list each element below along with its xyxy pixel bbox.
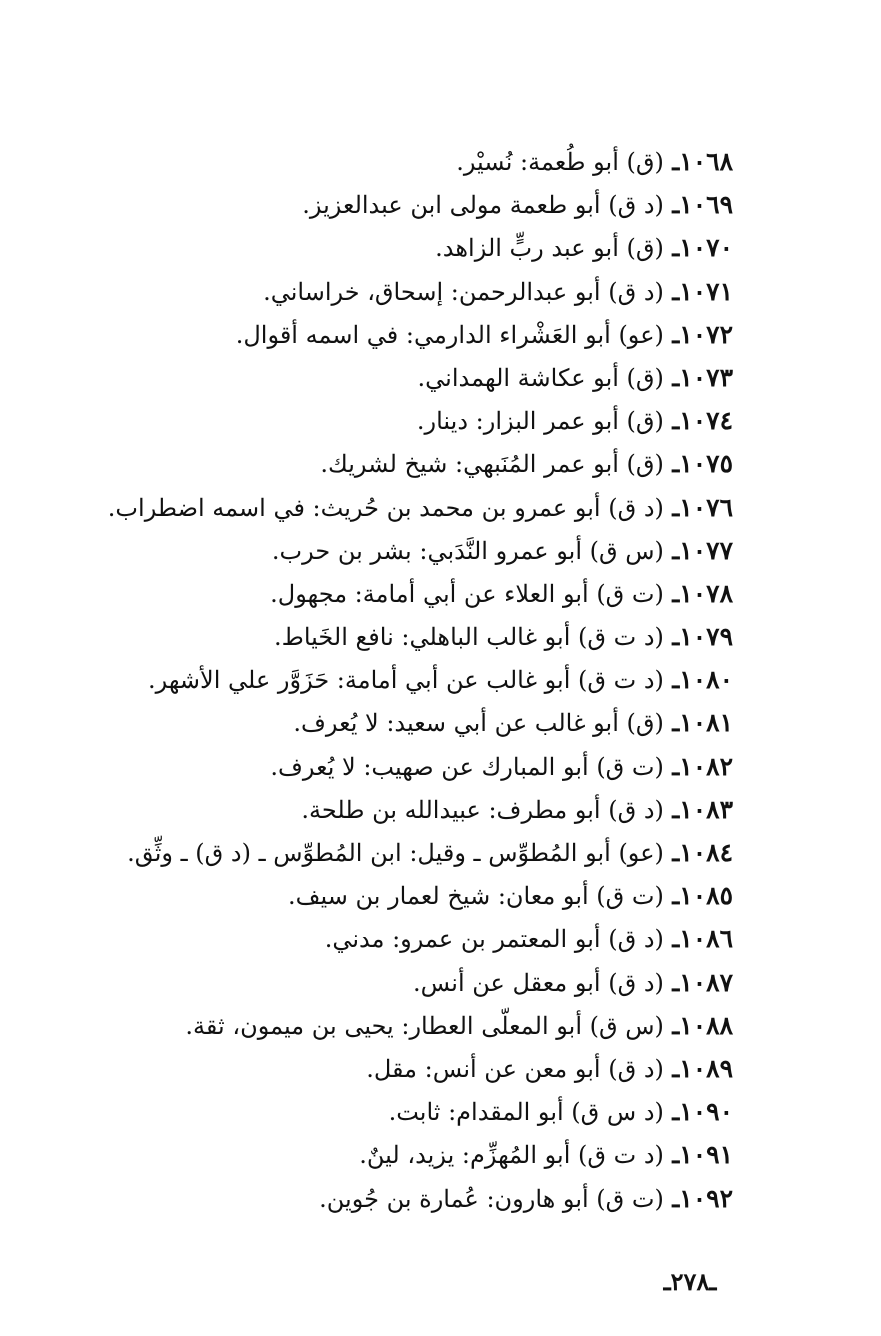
entry-number: ١٠٨٥	[679, 881, 733, 911]
page-number: ـ٢٧٨ـ	[663, 1267, 717, 1296]
entry-dash: ـ	[663, 967, 680, 997]
entry-number: ١٠٨٨	[679, 1010, 733, 1040]
entry-dash: ـ	[663, 794, 680, 824]
entry-dash: ـ	[663, 190, 680, 220]
entry-number: ١٠٦٩	[679, 190, 733, 220]
entry-text: (د ق) أبو طعمة مولى ابن عبدالعزيز.	[302, 191, 664, 220]
entry-number: ١٠٦٨	[679, 147, 733, 176]
entry-text: (د ق) أبو معقل عن أنس.	[413, 968, 664, 997]
entry-number: ١٠٩٢	[679, 1183, 733, 1213]
entry-dash: ـ	[663, 622, 680, 652]
entry-row	[33, 788, 733, 831]
entry-row	[33, 313, 733, 356]
entry-dash: ـ	[663, 881, 680, 911]
entry-text: (س ق) أبو عمرو النَّدَبي: بشر بن حرب.	[271, 536, 664, 565]
entry-text: (ق) أبو غالب عن أبي سعيد: لا يُعرف.	[293, 709, 664, 738]
entry-row	[33, 1004, 733, 1047]
entry-text: (ق) أبو عمر البزار: دينار.	[416, 407, 664, 436]
entry-number: ١٠٧٢	[679, 319, 733, 349]
entry-dash: ـ	[663, 578, 680, 608]
entry-number: ١٠٧٩	[679, 622, 733, 652]
entry-row	[33, 1177, 733, 1220]
entry-row	[33, 1133, 733, 1176]
entries-list	[33, 140, 733, 1220]
entry-number: ١٠٨٦	[679, 924, 733, 954]
entry-row	[33, 701, 733, 744]
entry-text: (ت ق) أبو المبارك عن صهيب: لا يُعرف.	[270, 752, 664, 781]
entry-number: ١٠٨٣	[679, 794, 733, 824]
entry-dash: ـ	[663, 233, 680, 263]
entry-text: (د ق) أبو عبدالرحمن: إسحاق، خراساني.	[263, 277, 664, 306]
entry-text: (د ق) أبو معن عن أنس: مقل.	[366, 1054, 664, 1083]
entry-dash: ـ	[663, 492, 680, 522]
entry-row	[33, 183, 733, 226]
entry-text: (ق) أبو طُعمة: نُسيْر.	[456, 148, 664, 176]
entry-text: (د ق) أبو عمرو بن محمد بن حُريث: في اسمه اضطراب.	[107, 493, 664, 522]
entry-number: ١٠٨٢	[679, 751, 733, 781]
entry-number: ١٠٨٧	[679, 967, 733, 997]
entry-number: ١٠٧٤	[679, 406, 733, 436]
entry-number: ١٠٧٠	[679, 233, 733, 263]
entry-dash: ـ	[663, 1183, 680, 1213]
entry-dash: ـ	[663, 147, 680, 176]
entry-dash: ـ	[663, 1053, 680, 1083]
entry-text: (ت ق) أبو هارون: عُمارة بن جُوين.	[319, 1184, 664, 1213]
entry-row	[33, 270, 733, 313]
entry-dash: ـ	[663, 406, 680, 436]
entry-dash: ـ	[663, 924, 680, 954]
entry-row	[33, 442, 733, 485]
entry-text: (د ت ق) أبو غالب الباهلي: نافع الخَياط.	[274, 623, 664, 652]
entry-row	[33, 1047, 733, 1090]
entry-dash: ـ	[663, 838, 680, 867]
entry-text: (د س ق) أبو المقدام: ثابت.	[388, 1098, 664, 1127]
entry-number: ١٠٧٣	[679, 362, 733, 392]
entry-number: ١٠٨٤	[679, 838, 733, 867]
entry-number: ١٠٩١	[679, 1140, 733, 1170]
entry-row	[33, 486, 733, 529]
entry-number: ١٠٧٦	[679, 492, 733, 522]
entry-dash: ـ	[663, 1097, 680, 1127]
entry-text: (عو) أبو المُطوِّس ـ وقيل: ابن المُطوِّس ـ (د ق) ـ وثِّق.	[127, 839, 664, 867]
entry-number: ١٠٧١	[679, 276, 733, 306]
entry-row	[33, 745, 733, 788]
entry-row	[33, 874, 733, 917]
entry-dash: ـ	[663, 751, 680, 781]
entry-dash: ـ	[663, 362, 680, 392]
entry-text: (ق) أبو عكاشة الهمداني.	[417, 363, 664, 392]
entry-row	[33, 615, 733, 658]
entry-row	[33, 140, 733, 183]
entry-text: (ت ق) أبو معان: شيخ لعمار بن سيف.	[288, 882, 664, 911]
entry-number: ١٠٧٥	[679, 449, 733, 479]
entry-text: (د ت ق) أبو غالب عن أبي أمامة: حَزَوَّر علي الأشهر.	[147, 666, 664, 695]
entry-dash: ـ	[663, 665, 680, 695]
entry-row	[33, 961, 733, 1004]
entry-text: (د ت ق) أبو المُهزِّم: يزيد، لينٌ.	[359, 1141, 664, 1170]
entry-dash: ـ	[663, 276, 680, 306]
entry-text: (ق) أبو عمر المُنَبهي: شيخ لشريك.	[320, 450, 664, 479]
entry-row	[33, 831, 733, 874]
entry-row	[33, 356, 733, 399]
entry-dash: ـ	[663, 449, 680, 479]
entry-row	[33, 226, 733, 269]
entry-text: (ت ق) أبو العلاء عن أبي أمامة: مجهول.	[270, 579, 664, 608]
entry-row	[33, 529, 733, 572]
entry-dash: ـ	[663, 708, 680, 738]
entry-text: (س ق) أبو المعلّى العطار: يحيى بن ميمون، ثقة.	[185, 1011, 664, 1040]
entry-row	[33, 1090, 733, 1133]
entry-text: (د ق) أبو مطرف: عبيدالله بن طلحة.	[301, 795, 664, 824]
entry-number: ١٠٨٠	[679, 665, 733, 695]
entry-number: ١٠٧٨	[679, 578, 733, 608]
entry-number: ١٠٩٠	[679, 1097, 733, 1127]
entry-number: ١٠٨٩	[679, 1053, 733, 1083]
entry-row	[33, 572, 733, 615]
entry-dash: ـ	[663, 319, 680, 349]
entry-text: (عو) أبو العَشْراء الدارمي: في اسمه أقوال.	[235, 320, 664, 349]
entry-dash: ـ	[663, 1140, 680, 1170]
entry-number: ١٠٨١	[679, 708, 733, 738]
entry-row	[33, 399, 733, 442]
entry-text: (ق) أبو عبد ربٍّ الزاهد.	[435, 234, 664, 263]
entry-row	[33, 917, 733, 960]
entry-row	[33, 658, 733, 701]
entry-text: (د ق) أبو المعتمر بن عمرو: مدني.	[324, 925, 664, 954]
entry-dash: ـ	[663, 1010, 680, 1040]
entry-dash: ـ	[663, 535, 680, 565]
entry-number: ١٠٧٧	[679, 535, 733, 565]
